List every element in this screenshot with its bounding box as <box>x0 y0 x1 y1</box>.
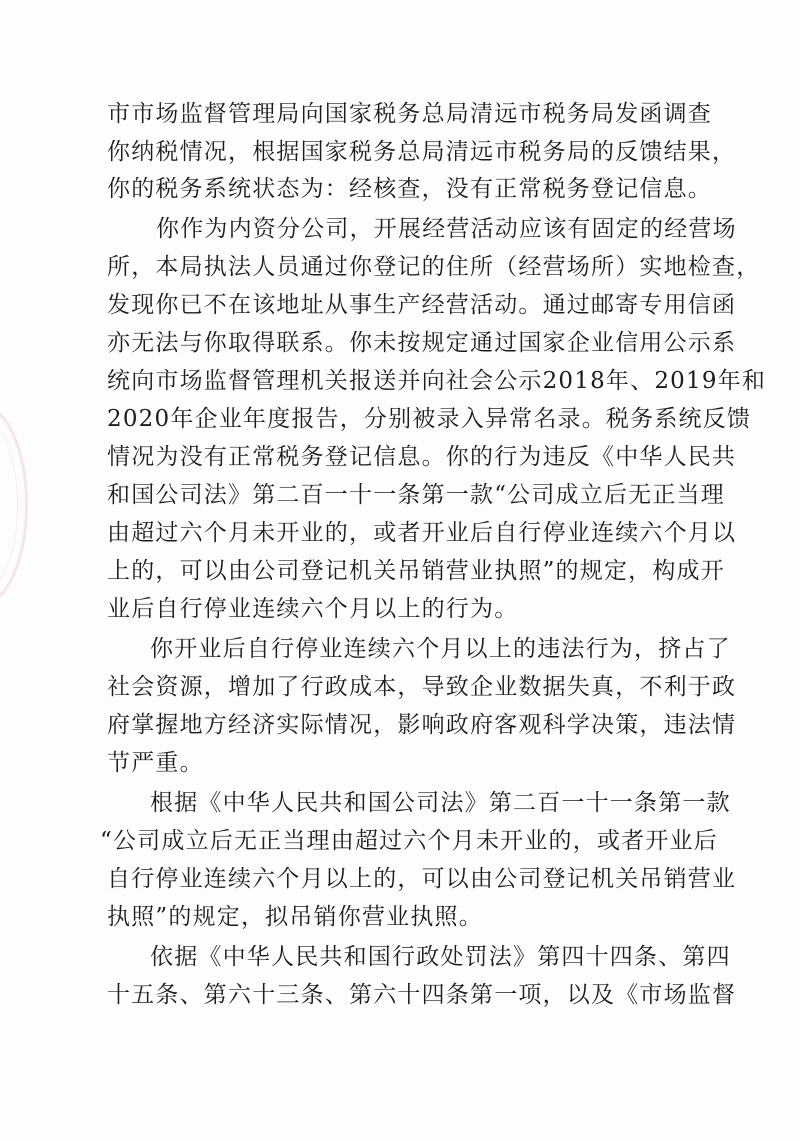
body-line-4: 你作为内资分公司，开展经营活动应该有固定的经营场 <box>156 216 737 242</box>
body-line-18: 节严重。 <box>107 750 204 776</box>
body-line-10: 情况为没有正常税务登记信息。你的行为违反《中华人民共 <box>107 444 737 470</box>
body-line-21: 自行停业连续六个月以上的，可以由公司登记机关吊销营业 <box>107 866 737 892</box>
body-line-24: 十五条、第六十三条、第六十四条第一项，以及《市场监督 <box>107 982 737 1008</box>
body-line-5: 所，本局执法人员通过你登记的住所（经营场所）实地检查， <box>107 254 761 280</box>
body-line-13: 上的，可以由公司登记机关吊销营业执照”的规定，构成开 <box>107 558 725 584</box>
body-line-12: 由超过六个月未开业的，或者开业后自行停业连续六个月以 <box>107 520 737 546</box>
body-line-1: 市市场监督管理局向国家税务总局清远市税务局发函调查 <box>107 101 712 127</box>
body-line-20: “公司成立后无正当理由超过六个月未开业的，或者开业后 <box>100 828 718 854</box>
body-line-3: 你的税务系统状态为：经核查，没有正常税务登记信息。 <box>107 176 712 202</box>
body-line-11: 和国公司法》第二百一十一条第一款“公司成立后无正当理 <box>107 482 725 508</box>
body-line-17: 府掌握地方经济实际情况，影响政府客观科学决策，违法情 <box>107 712 737 738</box>
body-line-14: 业后自行停业连续六个月以上的行为。 <box>107 596 519 622</box>
body-line-6: 发现你已不在该地址从事生产经营活动。通过邮寄专用信函 <box>107 292 737 318</box>
body-line-16: 社会资源，增加了行政成本，导致企业数据失真，不利于政 <box>107 674 737 700</box>
body-line-22: 执照”的规定，拟吊销你营业执照。 <box>107 904 483 930</box>
body-line-7: 亦无法与你取得联系。你未按规定通过国家企业信用公示系 <box>107 330 737 356</box>
body-line-19: 根据《中华人民共和国公司法》第二百一十一条第一款 <box>150 790 731 816</box>
body-line-8: 统向市场监督管理机关报送并向社会公示2018年、2019年和 <box>107 368 767 394</box>
body-line-9: 2020年企业年度报告，分别被录入异常名录。税务系统反馈 <box>107 406 752 432</box>
body-line-15: 你开业后自行停业连续六个月以上的违法行为，挤占了 <box>150 636 731 662</box>
body-line-2: 你纳税情况，根据国家税务总局清远市税务局的反馈结果， <box>107 139 737 165</box>
body-line-23: 依据《中华人民共和国行政处罚法》第四十四条、第四 <box>150 944 731 970</box>
